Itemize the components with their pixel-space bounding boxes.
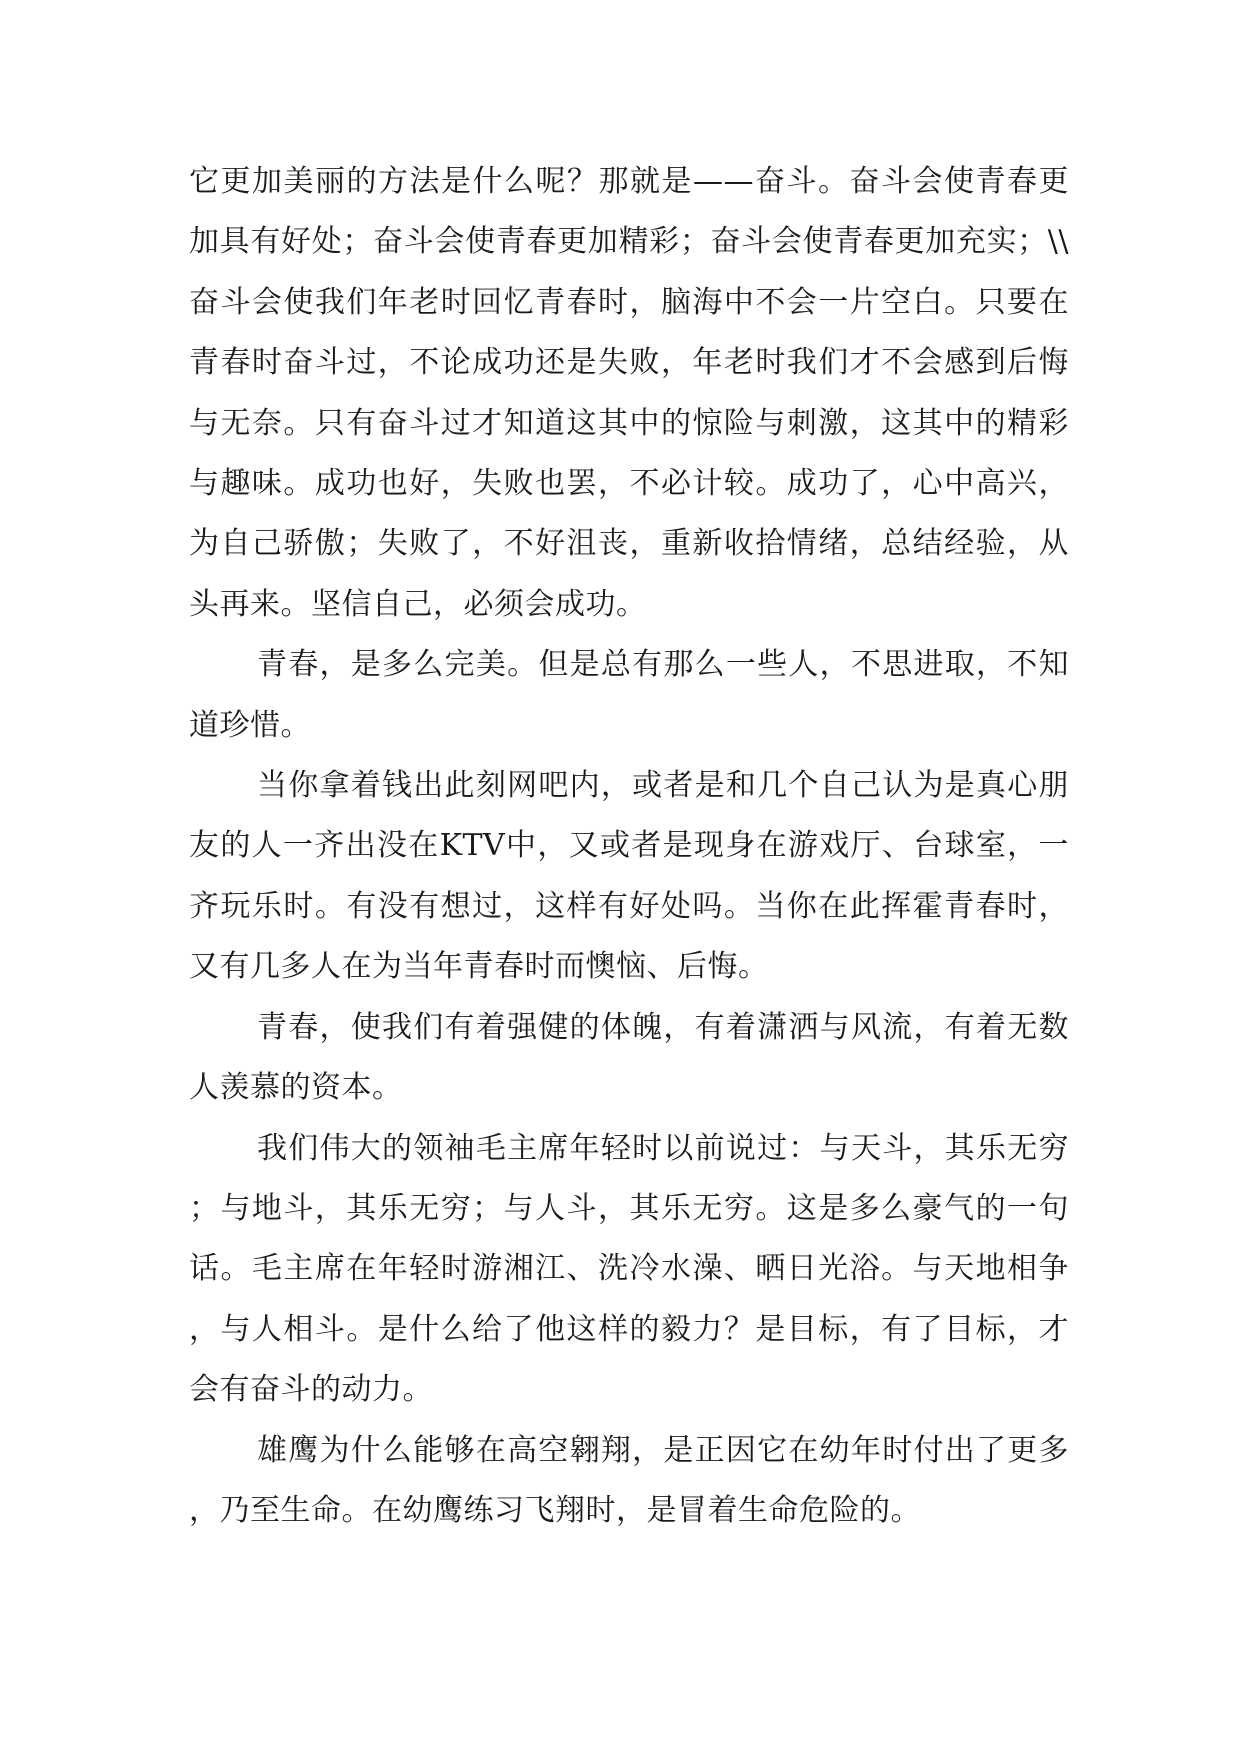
paragraph: 当你拿着钱出此刻网吧内，或者是和几个自己认为是真心朋友的人一齐出没在KTV中，又或者是现身在游戏厅、台球室，一齐玩乐时。有没有想过，这样有好处吗。当你在此挥霍青春时，又有几多人在为当年青春时而懊恼、后悔。	[189, 768, 1069, 985]
paragraph: 我们伟大的领袖毛主席年轻时以前说过：与天斗，其乐无穷；与地斗，其乐无穷；与人斗，其乐无穷。这是多么豪气的一句话。毛主席在年轻时游湘江、洗冷水澡、晒日光浴。与天地相争，与人相斗。是什么给了他这样的毅力？是目标，有了目标，才会有奋斗的动力。	[189, 1130, 1069, 1408]
paragraph-continuation: 它更加美丽的方法是什么呢？那就是——奋斗。奋斗会使青春更加具有好处；奋斗会使青春更加精彩；奋斗会使青春更加充实；\\奋斗会使我们年老时回忆青春时，脑海中不会一片空白。只要在青春时奋斗过，不论成功还是失败，年老时我们才不会感到后悔与无奈。只有奋斗过才知道这其中的惊险与刺激，这其中的精彩与趣味。成功也好，失败也罢，不必计较。成功了，心中高兴，为自己骄傲；失败了，不好沮丧，重新收拾情绪，总结经验，从头再来。坚信自己，必须会成功。	[189, 164, 1069, 622]
document-body	[189, 152, 1069, 1541]
paragraph: 青春，使我们有着强健的体魄，有着潇洒与风流，有着无数人羡慕的资本。	[189, 1009, 1069, 1106]
paragraph: 青春，是多么完美。但是总有那么一些人，不思进取，不知道珍惜。	[189, 647, 1069, 743]
paragraph: 雄鹰为什么能够在高空翱翔，是正因它在幼年时付出了更多，乃至生命。在幼鹰练习飞翔时，是冒着生命危险的。	[189, 1432, 1069, 1528]
